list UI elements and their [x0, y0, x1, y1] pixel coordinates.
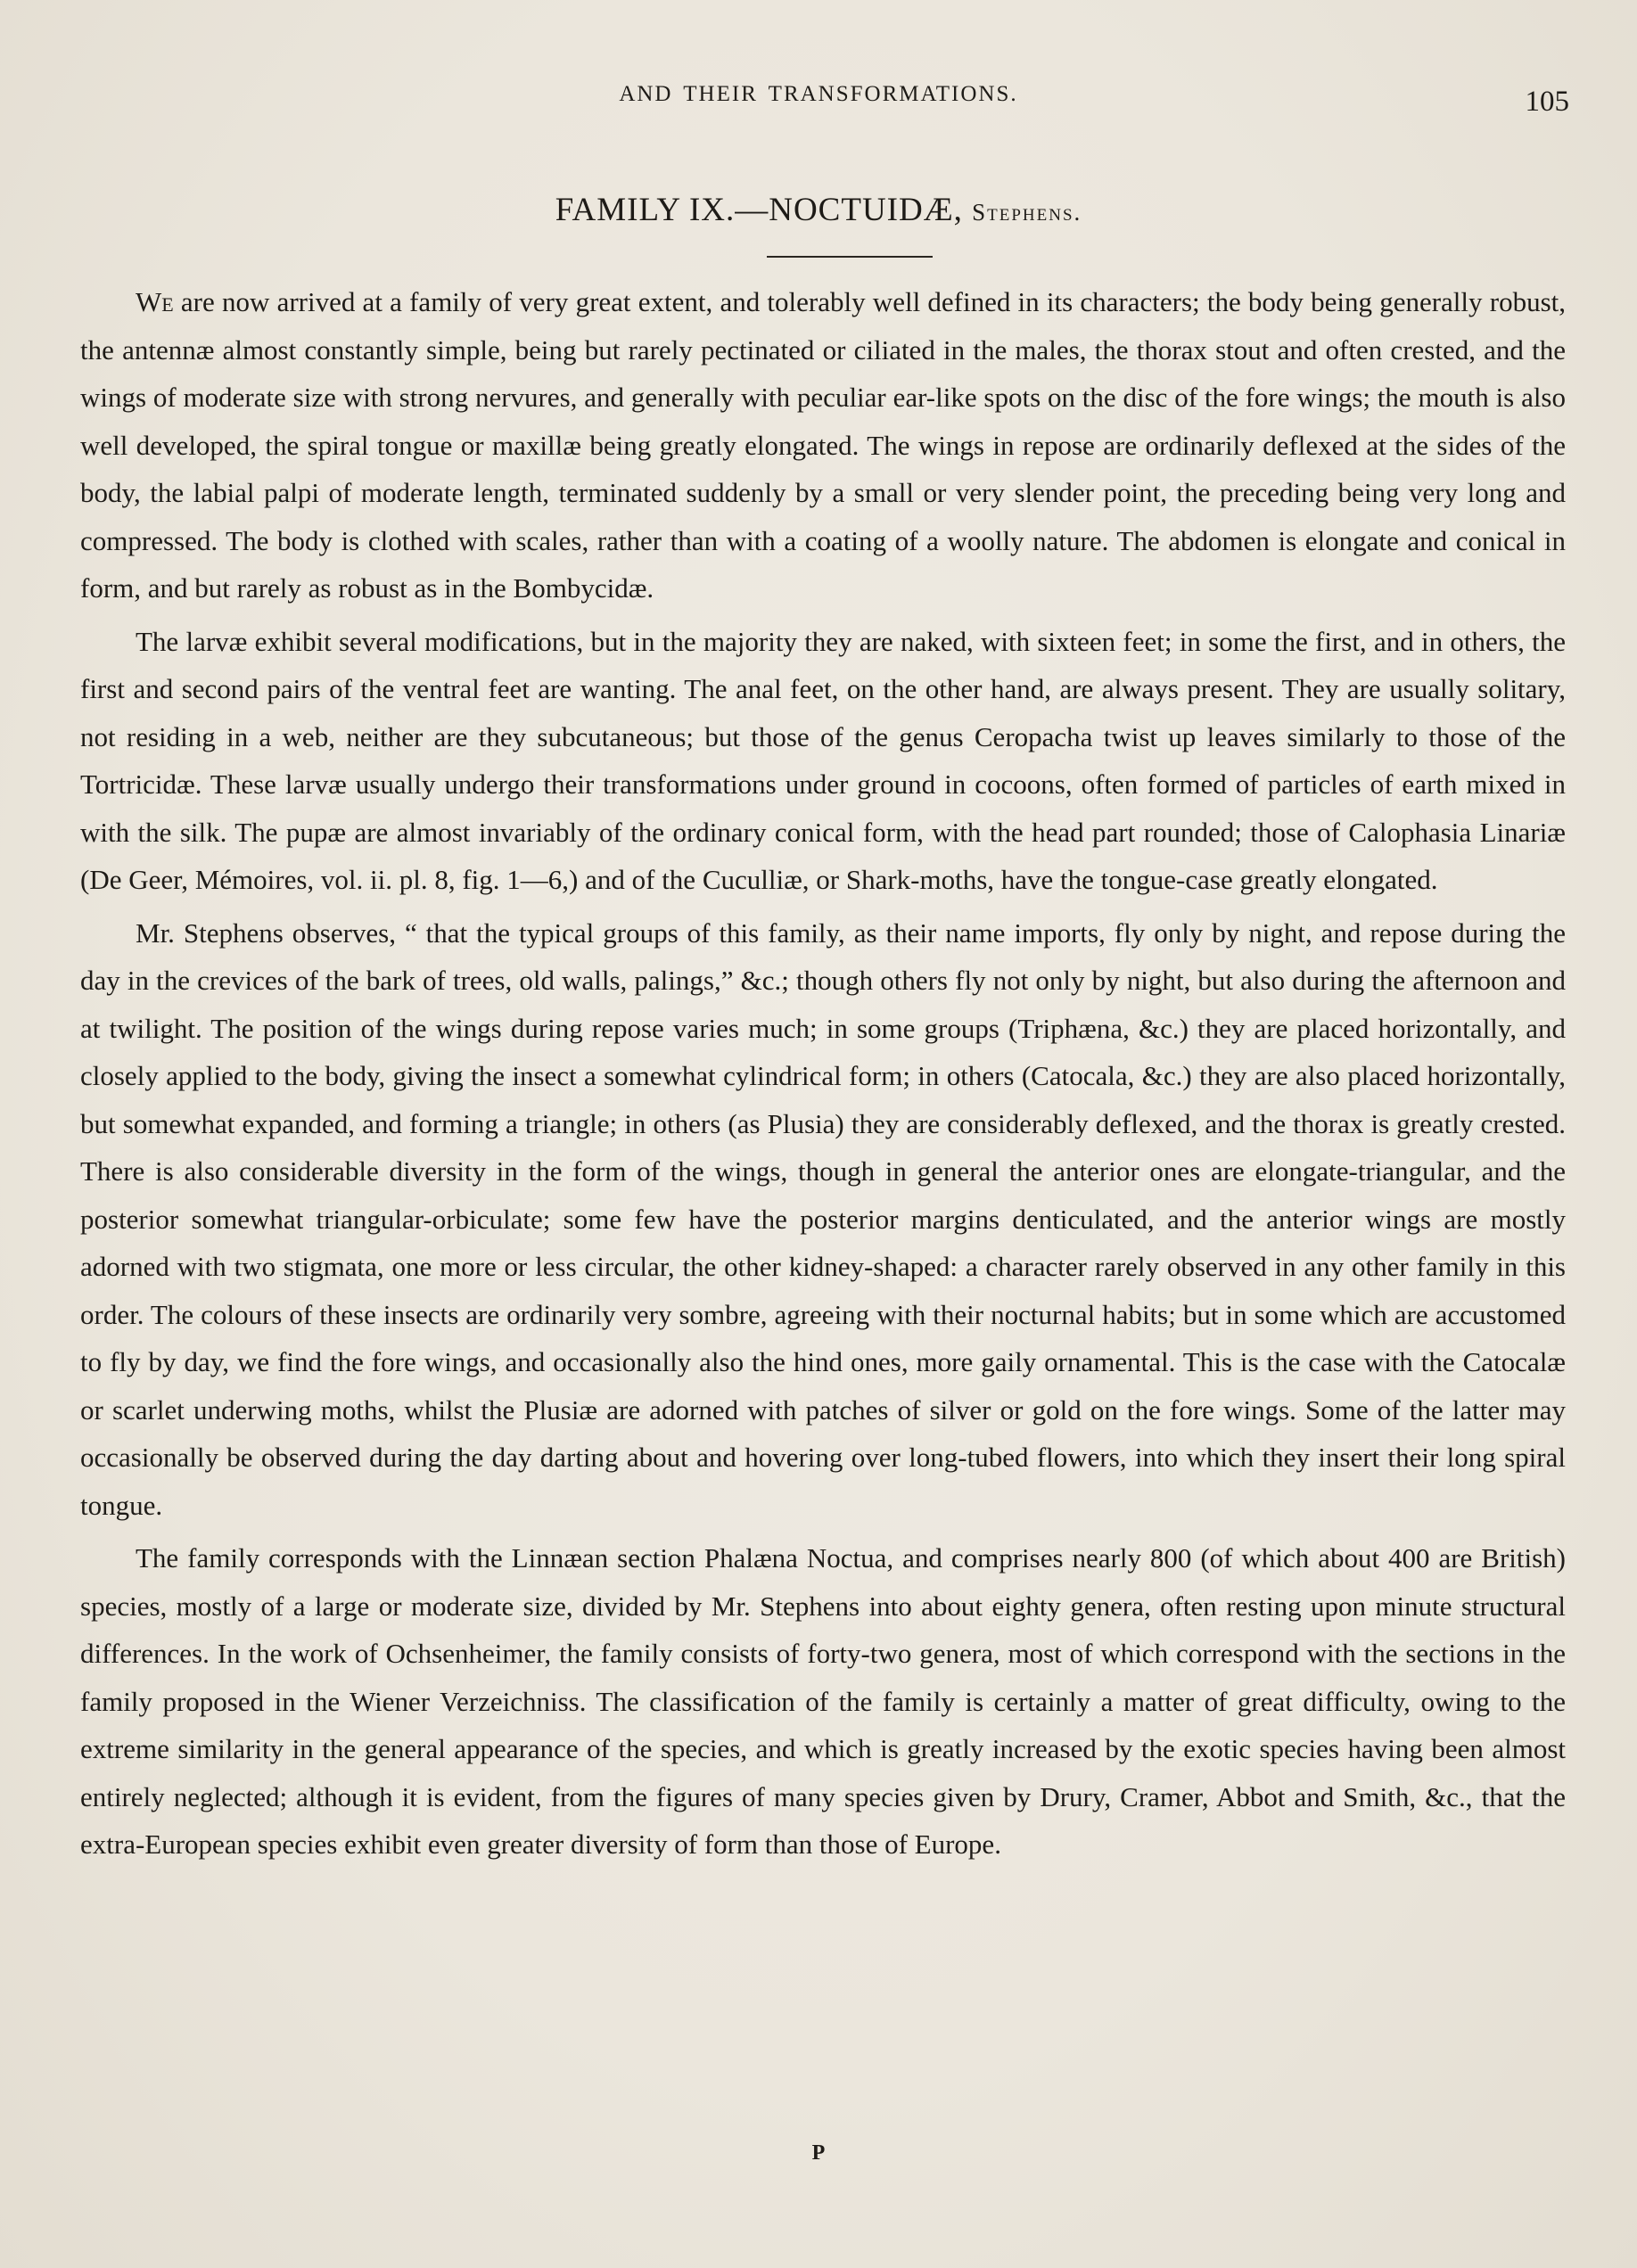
page-number: 105 [1525, 86, 1569, 118]
chapter-title [0, 191, 1637, 229]
chapter-authority: Stephens. [972, 199, 1082, 226]
paragraph [80, 278, 1566, 612]
paragraph-text: The larvæ exhibit several modifications, but in the majority they are naked, with sixteen feet; in some the first, and in others, the first and second pairs of the ventral feet are wanting. The anal feet, on the other hand, are always present. They are usually solitary, not residing in a web, neither are they subcutaneous; but those of the genus Ceropacha twist up leaves similarly to those of the Tortricidæ. These larvæ usually undergo their transformations under ground in cocoons, often formed of particles of earth mixed in with the silk. The pupæ are almost invariably of the ordinary conical form, with the head part rounded; those of Calophasia Linariæ (De Geer, Mémoires, vol. ii. pl. 8, fig. 1—6,) and of the Cuculliæ, or Shark-moths, have the tongue-case greatly elongated. [80, 625, 1566, 895]
title-rule [767, 256, 933, 258]
signature-mark: P [811, 2141, 826, 2165]
paragraph [80, 618, 1566, 904]
paragraph [80, 1534, 1566, 1869]
paragraph-text: Mr. Stephens observes, “ that the typical groups of this family, as their name imports, fly only by night, and repose during the day in the crevices of the bark of trees, old walls, palings,” &c.; though others fly not only by night, but also during the afternoon and at twilight. The position of the wings during repose varies much; in some groups (Triphæna, &c.) they are placed horizontally, and closely applied to the body, giving the insect a somewhat cylindrical form; in others (Catocala, &c.) they are also placed horizontally, but somewhat expanded, and forming a triangle; in others (as Plusia) they are considerably deflexed, and the thorax is greatly crested. There is also considerable diversity in the form of the wings, though in general the anterior ones are elongate-triangular, and the posterior somewhat triangular-orbiculate; some few have the posterior margins denticulated, and the anterior wings are mostly adorned with two stigmata, one more or less circular, the other kidney-shaped: a character rarely observed in any other family in this order. The colours of these insects are ordinarily very sombre, agreeing with their nocturnal habits; but in some which are accustomed to fly by day, we find the fore wings, and occasionally also the hind ones, more gaily ornamental. This is the case with the Catocalæ or scarlet underwing moths, whilst the Plusiæ are adorned with patches of silver or gold on the fore wings. Some of the latter may occasionally be observed during the day darting about and hovering over long-tubed flowers, into which they insert their long spiral tongue. [80, 916, 1566, 1521]
body-text [80, 278, 1566, 1874]
paragraph-text: The family corresponds with the Linnæan section Phalæna Noctua, and comprises nearly 800 (of which about 400 are British) species, mostly of a large or moderate size, divided by Mr. Stephens into about eighty genera, often resting upon minute structural differences. In the work of Ochsenheimer, the family consists of forty-two genera, most of which correspond with the sections in the family proposed in the Wiener Verzeichniss. The classification of the family is certainly a matter of great difficulty, owing to the extreme similarity in the general appearance of the species, and which is greatly increased by the exotic species having been almost entirely neglected; although it is evident, from the figures of many species given by Drury, Cramer, Abbot and Smith, &c., that the extra-European species exhibit even greater diversity of form than those of Europe. [80, 1542, 1566, 1860]
paragraph [80, 909, 1566, 1530]
paragraph-lead: We [136, 286, 174, 317]
running-head: AND THEIR TRANSFORMATIONS. [619, 82, 1018, 106]
chapter-title-text: FAMILY IX.—NOCTUIDÆ, [555, 192, 963, 228]
paragraph-text: are now arrived at a family of very great extent, and tolerably well defined in its characters; the body being generally robust, the antennæ almost constantly simple, being but rarely pectinated or ciliated in the males, the thorax stout and often crested, and the wings of moderate size with strong nervures, and generally with peculiar ear-like spots on the disc of the fore wings; the mouth is also well developed, the spiral tongue or maxillæ being greatly elongated. The wings in repose are ordinarily deflexed at the sides of the body, the labial palpi of moderate length, terminated suddenly by a small or very slender point, the preceding being very long and compressed. The body is clothed with scales, rather than with a coating of a woolly nature. The abdomen is elongate and conical in form, and but rarely as robust as in the Bombycidæ. [80, 286, 1566, 604]
